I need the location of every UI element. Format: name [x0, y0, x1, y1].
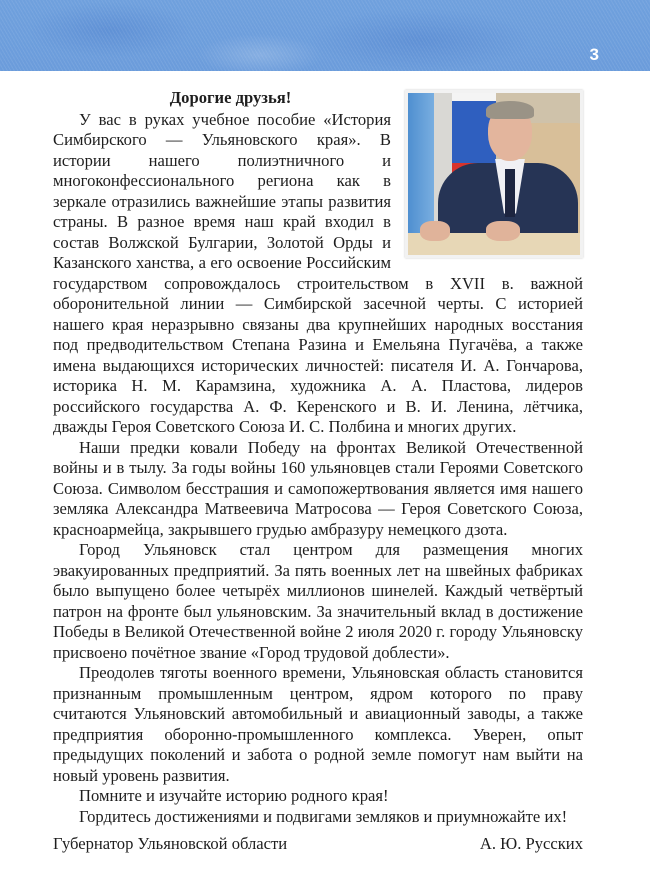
- letter-body: [53, 88, 583, 855]
- letter-title: Дорогие друзья!: [169, 88, 292, 107]
- paragraph-war: Наши предки ковали Победу на фронтах Великой Отечественной войны и в тылу. За годы войны 160 ульяновцев стали Героями Советского Союза. Символом бесстрашия и самопожертвования является имя нашего земляка Александра Матвеевича Матросова — Героя Советского Союза, красноармейца, закрывшего грудью амбразуру немецкого дзота.: [53, 437, 583, 539]
- signature-name: А. Ю. Русских: [479, 834, 583, 853]
- governor-portrait: [405, 90, 583, 258]
- paragraph-industry: Преодолев тяготы военного времени, Ульяновская область становится признанным промышленным центром, ядром которого по праву считаются Ульяновский автомобильный и авиационный заводы, а также предприятия оборонно-промышленного комплекса. Уверен, опыт предыдущих поколений и забота о родной земле помогут нам выйти на новый уровень развития.: [53, 663, 583, 785]
- right-hand: [486, 221, 520, 241]
- signature: [53, 834, 583, 855]
- signature-position: Губернатор Ульяновской области: [53, 834, 288, 853]
- paragraph-pride: Гордитесь достижениями и подвигами земляков и приумножайте их!: [79, 806, 568, 826]
- tie: [505, 169, 515, 217]
- paragraph-intro: У вас в руках учебное пособие «История Симбирского — Ульяновского края». В истории нашего полиэтничного и многоконфессионального региона как в зеркале отразились важнейшие этапы развития страны. В разное время наш край входил в состав Волжской Булгарии, Золотой Орды и Казанского ханства, а его освоение Российским государством сопровождалось строительством в XVII в. важной оборонительной линии — Симбирской засечной черты. С историей нашего края неразрывно связаны два крупнейших народных восстания под предводительством Степана Разина и Емельяна Пугачёва, а также имена выдающихся исторических личностей: писателя И. А. Гончарова, историка Н. М. Карамзина, художника А. А. Пластова, лидеров российского государства А. Ф. Керенского и В. И. Ленина, лётчика, дважды Героя Советского Союза И. С. Полбина и многих других.: [53, 109, 583, 436]
- left-hand: [420, 221, 450, 241]
- page-number: 3: [589, 45, 599, 64]
- paragraph-city: Город Ульяновск стал центром для размещения многих эвакуированных предприятий. За пять военных лет на швейных фабриках было выпущено более четырёх миллионов шинелей. Каждый четвёртый патрон на фронте был ульяновским. За значительный вклад в достижение Победы в Великой Отечественной войне 2 июля 2020 г. городу Ульяновску присвоено почётное звание «Город трудовой доблести».: [53, 540, 583, 662]
- paragraph-remember: Помните и изучайте историю родного края!: [79, 786, 389, 805]
- hair: [486, 101, 534, 119]
- header-band: [0, 0, 650, 71]
